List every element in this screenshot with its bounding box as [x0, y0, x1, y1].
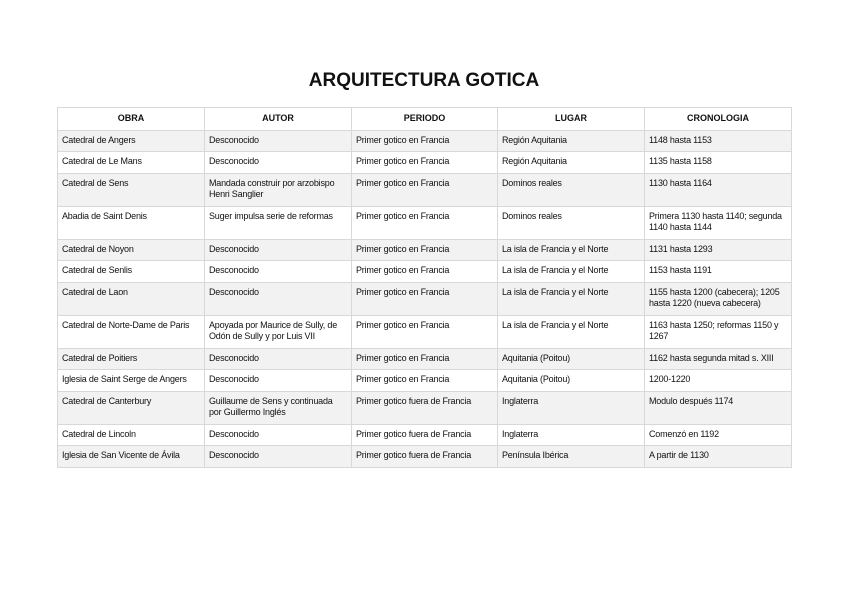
table-row [58, 206, 792, 239]
gothic-architecture-table [57, 107, 792, 468]
cell-cronologia: 1155 hasta 1200 (cabecera); 1205 hasta 1220 (nueva cabecera) [645, 282, 792, 315]
cell-obra: Catedral de Poitiers [58, 348, 205, 370]
column-header-cronologia: CRONOLOGIA [645, 108, 792, 131]
cell-cronologia: Modulo después 1174 [645, 391, 792, 424]
table-row [58, 130, 792, 152]
cell-obra: Catedral de Senlis [58, 261, 205, 283]
cell-autor: Desconocido [205, 261, 352, 283]
cell-autor: Desconocido [205, 130, 352, 152]
column-header-lugar: LUGAR [498, 108, 645, 131]
cell-obra: Abadia de Saint Denis [58, 206, 205, 239]
cell-cronologia: 1131 hasta 1293 [645, 239, 792, 261]
cell-periodo: Primer gotico fuera de Francia [352, 424, 498, 446]
cell-lugar: Aquitania (Poitou) [498, 370, 645, 392]
cell-lugar: Dominos reales [498, 173, 645, 206]
cell-periodo: Primer gotico en Francia [352, 370, 498, 392]
cell-cronologia: 1163 hasta 1250; reformas 1150 y 1267 [645, 315, 792, 348]
table-row [58, 239, 792, 261]
cell-periodo: Primer gotico en Francia [352, 206, 498, 239]
cell-cronologia: 1135 hasta 1158 [645, 152, 792, 174]
cell-autor: Desconocido [205, 424, 352, 446]
cell-periodo: Primer gotico en Francia [352, 315, 498, 348]
cell-autor: Mandada construir por arzobispo Henri Sanglier [205, 173, 352, 206]
cell-lugar: La isla de Francia y el Norte [498, 261, 645, 283]
table-row [58, 315, 792, 348]
cell-periodo: Primer gotico en Francia [352, 239, 498, 261]
cell-autor: Desconocido [205, 348, 352, 370]
cell-cronologia: 1130 hasta 1164 [645, 173, 792, 206]
cell-periodo: Primer gotico en Francia [352, 261, 498, 283]
cell-cronologia: 1148 hasta 1153 [645, 130, 792, 152]
cell-cronologia: A partir de 1130 [645, 446, 792, 468]
cell-autor: Desconocido [205, 152, 352, 174]
cell-obra: Catedral de Norte-Dame de Paris [58, 315, 205, 348]
cell-lugar: Inglaterra [498, 391, 645, 424]
table-row [58, 391, 792, 424]
cell-obra: Catedral de Le Mans [58, 152, 205, 174]
cell-lugar: Inglaterra [498, 424, 645, 446]
cell-obra: Catedral de Noyon [58, 239, 205, 261]
table-row [58, 446, 792, 468]
cell-periodo: Primer gotico en Francia [352, 130, 498, 152]
cell-periodo: Primer gotico fuera de Francia [352, 391, 498, 424]
cell-periodo: Primer gotico en Francia [352, 348, 498, 370]
cell-autor: Guillaume de Sens y continuada por Guillermo Inglés [205, 391, 352, 424]
cell-cronologia: 1153 hasta 1191 [645, 261, 792, 283]
cell-obra: Catedral de Angers [58, 130, 205, 152]
cell-autor: Desconocido [205, 282, 352, 315]
cell-cronologia: 1200-1220 [645, 370, 792, 392]
cell-obra: Catedral de Canterbury [58, 391, 205, 424]
cell-autor: Desconocido [205, 446, 352, 468]
table-row [58, 261, 792, 283]
table-row [58, 370, 792, 392]
table-row [58, 152, 792, 174]
cell-lugar: La isla de Francia y el Norte [498, 315, 645, 348]
table-row [58, 424, 792, 446]
cell-obra: Iglesia de San Vicente de Ávila [58, 446, 205, 468]
cell-periodo: Primer gotico fuera de Francia [352, 446, 498, 468]
cell-lugar: La isla de Francia y el Norte [498, 239, 645, 261]
column-header-autor: AUTOR [205, 108, 352, 131]
cell-autor: Desconocido [205, 239, 352, 261]
cell-autor: Apoyada por Maurice de Sully, de Odón de Sully y por Luis VII [205, 315, 352, 348]
cell-obra: Catedral de Sens [58, 173, 205, 206]
table-row [58, 173, 792, 206]
cell-cronologia: 1162 hasta segunda mitad s. XIII [645, 348, 792, 370]
table-header-row [58, 108, 792, 131]
table-body [58, 130, 792, 467]
cell-lugar: Dominos reales [498, 206, 645, 239]
cell-autor: Desconocido [205, 370, 352, 392]
column-header-obra: OBRA [58, 108, 205, 131]
cell-periodo: Primer gotico en Francia [352, 282, 498, 315]
cell-cronologia: Comenzó en 1192 [645, 424, 792, 446]
cell-obra: Catedral de Lincoln [58, 424, 205, 446]
cell-lugar: Región Aquitania [498, 152, 645, 174]
table-row [58, 282, 792, 315]
cell-cronologia: Primera 1130 hasta 1140; segunda 1140 hasta 1144 [645, 206, 792, 239]
cell-periodo: Primer gotico en Francia [352, 152, 498, 174]
cell-obra: Catedral de Laon [58, 282, 205, 315]
table-row [58, 348, 792, 370]
cell-obra: Iglesia de Saint Serge de Angers [58, 370, 205, 392]
cell-periodo: Primer gotico en Francia [352, 173, 498, 206]
cell-lugar: Aquitania (Poitou) [498, 348, 645, 370]
page-title: ARQUITECTURA GOTICA [308, 70, 540, 91]
cell-autor: Suger impulsa serie de reformas [205, 206, 352, 239]
cell-lugar: Península Ibérica [498, 446, 645, 468]
column-header-periodo: PERIODO [352, 108, 498, 131]
cell-lugar: La isla de Francia y el Norte [498, 282, 645, 315]
cell-lugar: Región Aquitania [498, 130, 645, 152]
